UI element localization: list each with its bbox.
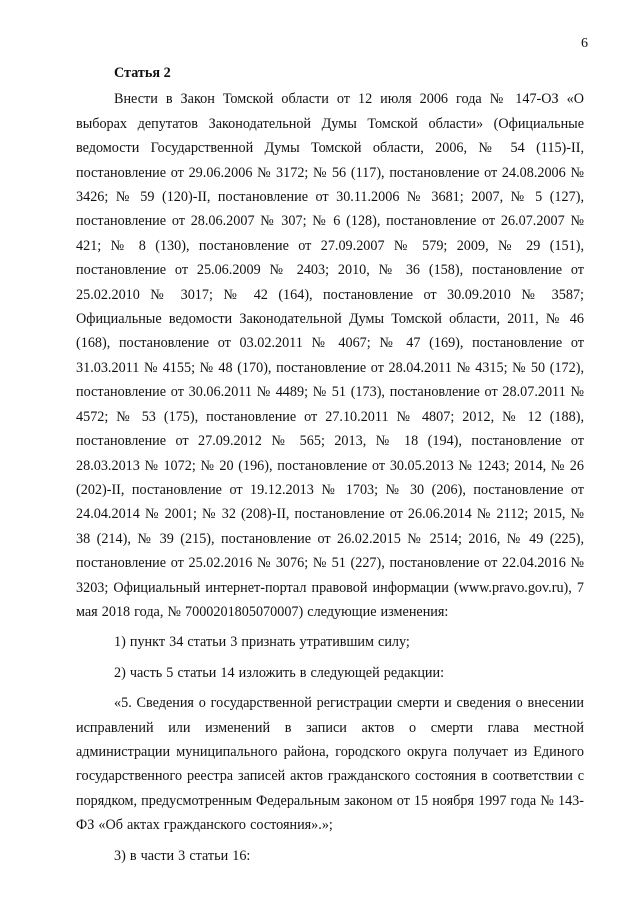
amendment-item-3: 3) в части 3 статьи 16: <box>114 847 251 864</box>
article-title: Статья 2 <box>114 65 171 81</box>
amendment-item-1: 1) пункт 34 статьи 3 признать утратившим силу; <box>114 634 410 651</box>
amendment-item-2: 2) часть 5 статьи 14 изложить в следующей редакции: <box>114 664 445 681</box>
article-intro-paragraph: Внести в Закон Томской области от 12 июля 2006 года № 147-ОЗ «О выборах депутатов Законодательной Думы Томской области» (Официальные ведомости Государственной Думы Томской области, 2006, № 54 (115)-II, постановление от 29.06.2006 № 3172; № 56 (117), постановление от 24.08.2006 № 3426; № 59 (120)-II, постановление от 30.11.2006 № 3681; 2007, № 5 (127), постановление от 28.06.2007 № 307; № 6 (128), постановление от 26.07.2007 № 421; № 8 (130), постановление от 27.09.2007 № 579; 2009, № 29 (151), постановление от 25.06.2009 № 2403; 2010, № 36 (158), постановление от 25.02.2010 № 3017; № 42 (164), постановление от 30.09.2010 № 3587; Официальные ведомости Законодательной Думы Томской области, 2011, № 46 (168), постановление от 03.02.2011 № 4067; № 47 (169), постановление от 31.03.2011 № 4155; № 48 (170), постановление от 28.04.2011 № 4315; № 50 (172), постановление от 30.06.2011 № 4489; № 51 (173), постановление от 28.07.2011 № 4572; № 53 (175), постановление от 27.10.2011 № 4807; 2012, № 12 (188), постановление от 27.09.2012 № 565; 2013, № 18 (194), постановление от 28.03.2013 № 1072; № 20 (196), постановление от 30.05.2013 № 1243; 2014, № 26 (202)-II, постановление от 19.12.2013 № 1703; № 30 (206), постановление от 24.04.2014 № 2001; № 32 (208)-II, постановление от 26.06.2014 № 2112; 2015, № 38 (214), № 39 (215), постановление от 26.02.2015 № 2514; 2016, № 49 (225), постановление от 25.02.2016 № 3076; № 51 (227), постановление от 22.04.2016 № 3203; Официальный интернет-портал правовой информации (www.pravo.gov.ru), 7 мая 2018 года, № 7000201805070007) следующие изменения: <box>76 91 584 620</box>
amendment-quote: «5. Сведения о государственной регистрации смерти и сведения о внесении исправлений или изменений в записи актов о смерти глава местной администрации муниципального района, городского округа получает из Единого государственного реестра записей актов гражданского состояния в соответствии с порядком, предусмотренным Федеральным законом от 15 ноября 1997 года № 143-ФЗ «Об актах гражданского состояния».»; <box>76 695 584 834</box>
page-number: 6 <box>581 36 588 51</box>
document-body <box>76 61 584 874</box>
